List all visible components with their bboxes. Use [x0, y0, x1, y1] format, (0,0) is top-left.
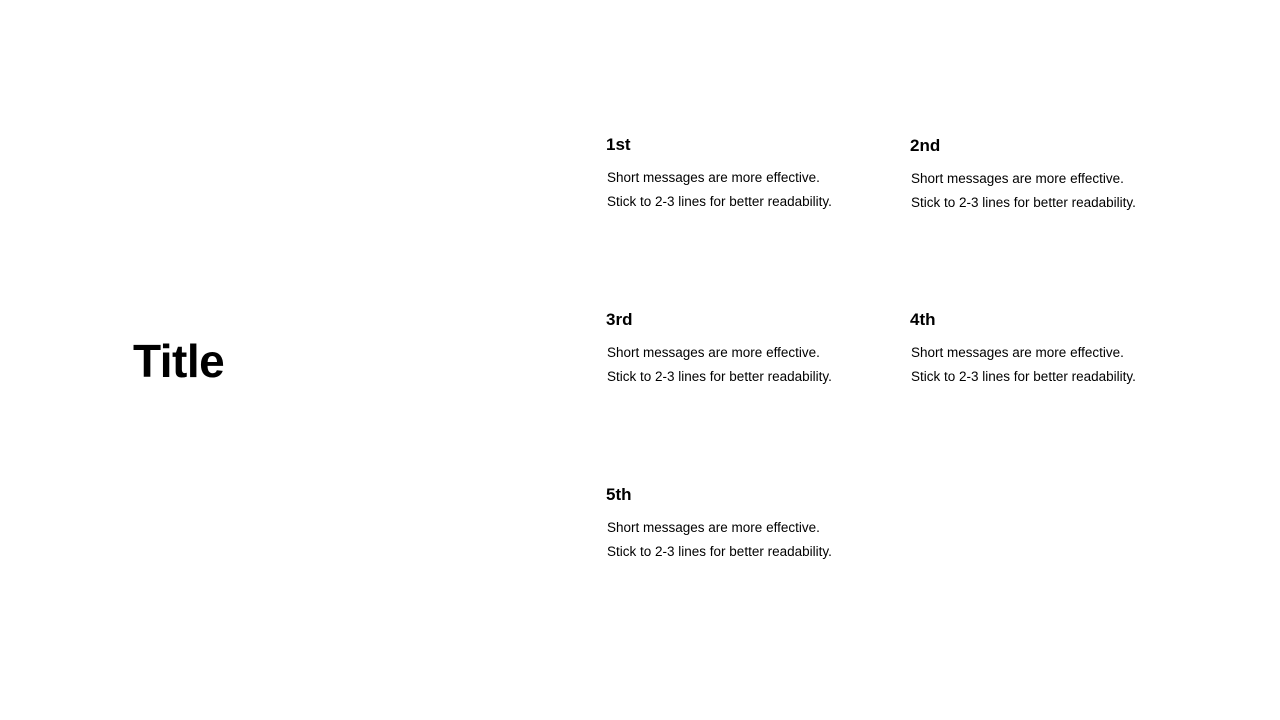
item-description-line-1: Short messages are more effective.: [607, 345, 820, 360]
item-heading: 2nd: [910, 136, 941, 155]
item-description: [910, 341, 1190, 389]
item-description-line-2: Stick to 2-3 lines for better readability.: [607, 369, 832, 384]
item-description: [606, 166, 886, 214]
item-description-line-2: Stick to 2-3 lines for better readability.: [911, 195, 1136, 210]
item-description-line-1: Short messages are more effective.: [911, 171, 1124, 186]
item-heading: 1st: [606, 135, 631, 154]
item-description-line-2: Stick to 2-3 lines for better readability.: [607, 544, 832, 559]
item-description-line-2: Stick to 2-3 lines for better readability.: [607, 194, 832, 209]
item-description-line-1: Short messages are more effective.: [607, 520, 820, 535]
list-item-5th: [606, 484, 886, 564]
item-description: [606, 341, 886, 389]
list-item-3rd: [606, 309, 886, 389]
item-description-line-1: Short messages are more effective.: [911, 345, 1124, 360]
item-heading: 3rd: [606, 310, 633, 329]
item-description-line-2: Stick to 2-3 lines for better readability.: [911, 369, 1136, 384]
list-item-4th: [910, 309, 1190, 389]
item-heading: 5th: [606, 485, 632, 504]
item-heading: 4th: [910, 310, 936, 329]
slide-title: Title: [133, 335, 225, 387]
item-description: [606, 516, 886, 564]
item-description: [910, 167, 1190, 215]
item-description-line-1: Short messages are more effective.: [607, 170, 820, 185]
list-item-2nd: [910, 135, 1190, 215]
list-item-1st: [606, 134, 886, 214]
